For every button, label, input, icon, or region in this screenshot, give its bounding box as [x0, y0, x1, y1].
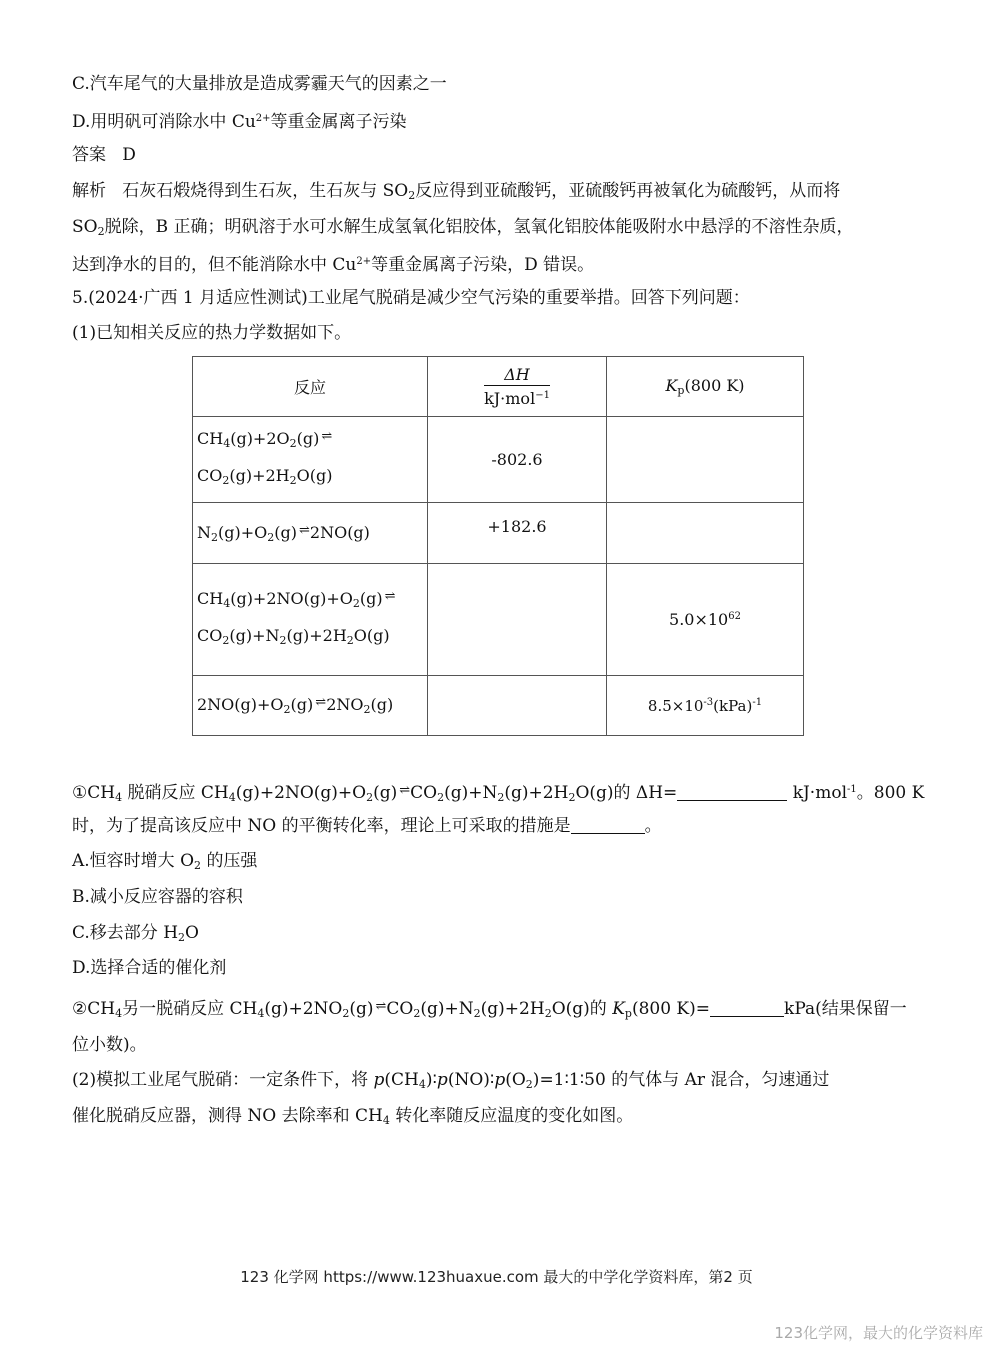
- header-delta-h: $\frac{\Delta H}{kJ\cdot mol^{-1}}$: [428, 357, 607, 417]
- question-circle-1-line-2: 时，为了提高该反应中 NO 的平衡转化率，理论上可采取的措施是 。: [72, 816, 662, 836]
- header-reaction: 反应: [193, 357, 428, 417]
- watermark: 123化学网，最大的化学资料库: [774, 1324, 983, 1342]
- answer-blank-kp[interactable]: [710, 1000, 784, 1017]
- question-circle-2-line-1: $②CH_4$另一脱硝反应 $CH_4(g)+2NO_2(g)$ ⇌ $CO_2(g)+N_2(g)+2H_2O(g)$的 $K_p(800$ K)= kPa(结果保留一: [72, 999, 907, 1020]
- table-header-row: [193, 357, 804, 417]
- option-a: A.恒容时增大 $O_2$ 的压强: [72, 851, 258, 872]
- answer-blank-measure[interactable]: [571, 817, 645, 834]
- answer: 答案 D: [72, 145, 136, 165]
- kp-value: $5.0\times 10^{62}$: [607, 564, 804, 676]
- page-footer: 123 化学网 https://www.123huaxue.com 最大的中学化学资料库，第2 页: [240, 1268, 753, 1286]
- option-c2: C.移去部分 $H_2O$: [72, 923, 199, 944]
- kp-value: $8.5\times 10^{-3}(kPa)^{-1}$: [607, 676, 804, 736]
- reaction-ch4-denitration: $CH_4(g)+2NO(g)+O_2(g)$ ⇌ $CO_2(g)+N_2(g)+2H_2O(g)$: [193, 564, 428, 676]
- reaction-no-oxidation: $2NO(g)+O_2(g)$ ⇌ $2NO_2(g)$: [193, 676, 428, 736]
- reaction-no-formation: $N_2(g)+O_2(g)$ ⇌ 2NO(g): [193, 503, 428, 564]
- analysis-line-2: $SO_2$脱除，B 正确；明矾溶于水可水解生成氢氧化铝胶体，氢氧化铝胶体能吸附水中悬浮的不溶性杂质，: [72, 217, 854, 238]
- delta-h-value: -802.6: [428, 417, 607, 503]
- delta-h-value: [428, 676, 607, 736]
- option-d: D.用明矾可消除水中 $Cu^{2+}$等重金属离子污染: [72, 112, 407, 132]
- question-5-part-1: (1)已知相关反应的热力学数据如下。: [72, 323, 352, 343]
- delta-h-value: +182.6: [428, 503, 607, 564]
- option-d2: D.选择合适的催化剂: [72, 958, 227, 978]
- table-row: [193, 676, 804, 736]
- analysis-line-1: 解析 石灰石煅烧得到生石灰，生石灰与 $SO_2$反应得到亚硫酸钙，亚硫酸钙再被氧化为硫酸钙，从而将: [72, 181, 841, 202]
- kp-value: [607, 417, 804, 503]
- reaction-ch4-combustion: $CH_4(g)+2O_2(g)$ ⇌ $CO_2(g)+2H_2O(g)$: [193, 417, 428, 503]
- question-circle-2-line-2: 位小数)。: [72, 1035, 147, 1055]
- analysis-line-3: 达到净水的目的，但不能消除水中 $Cu^{2+}$等重金属离子污染，D 错误。: [72, 255, 595, 275]
- question-2-line-2: 催化脱硝反应器，测得 NO 去除率和 $CH_4$ 转化率随反应温度的变化如图。: [72, 1106, 634, 1127]
- thermo-data-table: [192, 356, 804, 736]
- question-2-line-1: (2)模拟工业尾气脱硝：一定条件下，将 $p(CH_4)∶p(NO)∶p(O_2)=1∶1∶50$ 的气体与 Ar 混合，匀速通过: [72, 1070, 830, 1091]
- option-b: B.减小反应容器的容积: [72, 887, 243, 907]
- header-kp: $K_p(800$ K): [607, 357, 804, 417]
- question-circle-1-line-1: $①CH_4$ 脱硝反应 $CH_4(g)+2NO(g)+O_2(g)$ ⇌ $CO_2(g)+N_2(g)+2H_2O(g)$的 ΔH= kJ·mol$^{-1}$。800 K: [72, 783, 925, 804]
- kp-value: [607, 503, 804, 564]
- table-row: [193, 564, 804, 676]
- table-row: [193, 417, 804, 503]
- answer-blank-dh[interactable]: [677, 784, 787, 801]
- question-5: 5.(2024·广西 1 月适应性测试)工业尾气脱硝是减少空气污染的重要举措。回答下列问题：: [72, 288, 750, 308]
- table-row: [193, 503, 804, 564]
- delta-h-value: [428, 564, 607, 676]
- option-c: C.汽车尾气的大量排放是造成雾霾天气的因素之一: [72, 74, 447, 94]
